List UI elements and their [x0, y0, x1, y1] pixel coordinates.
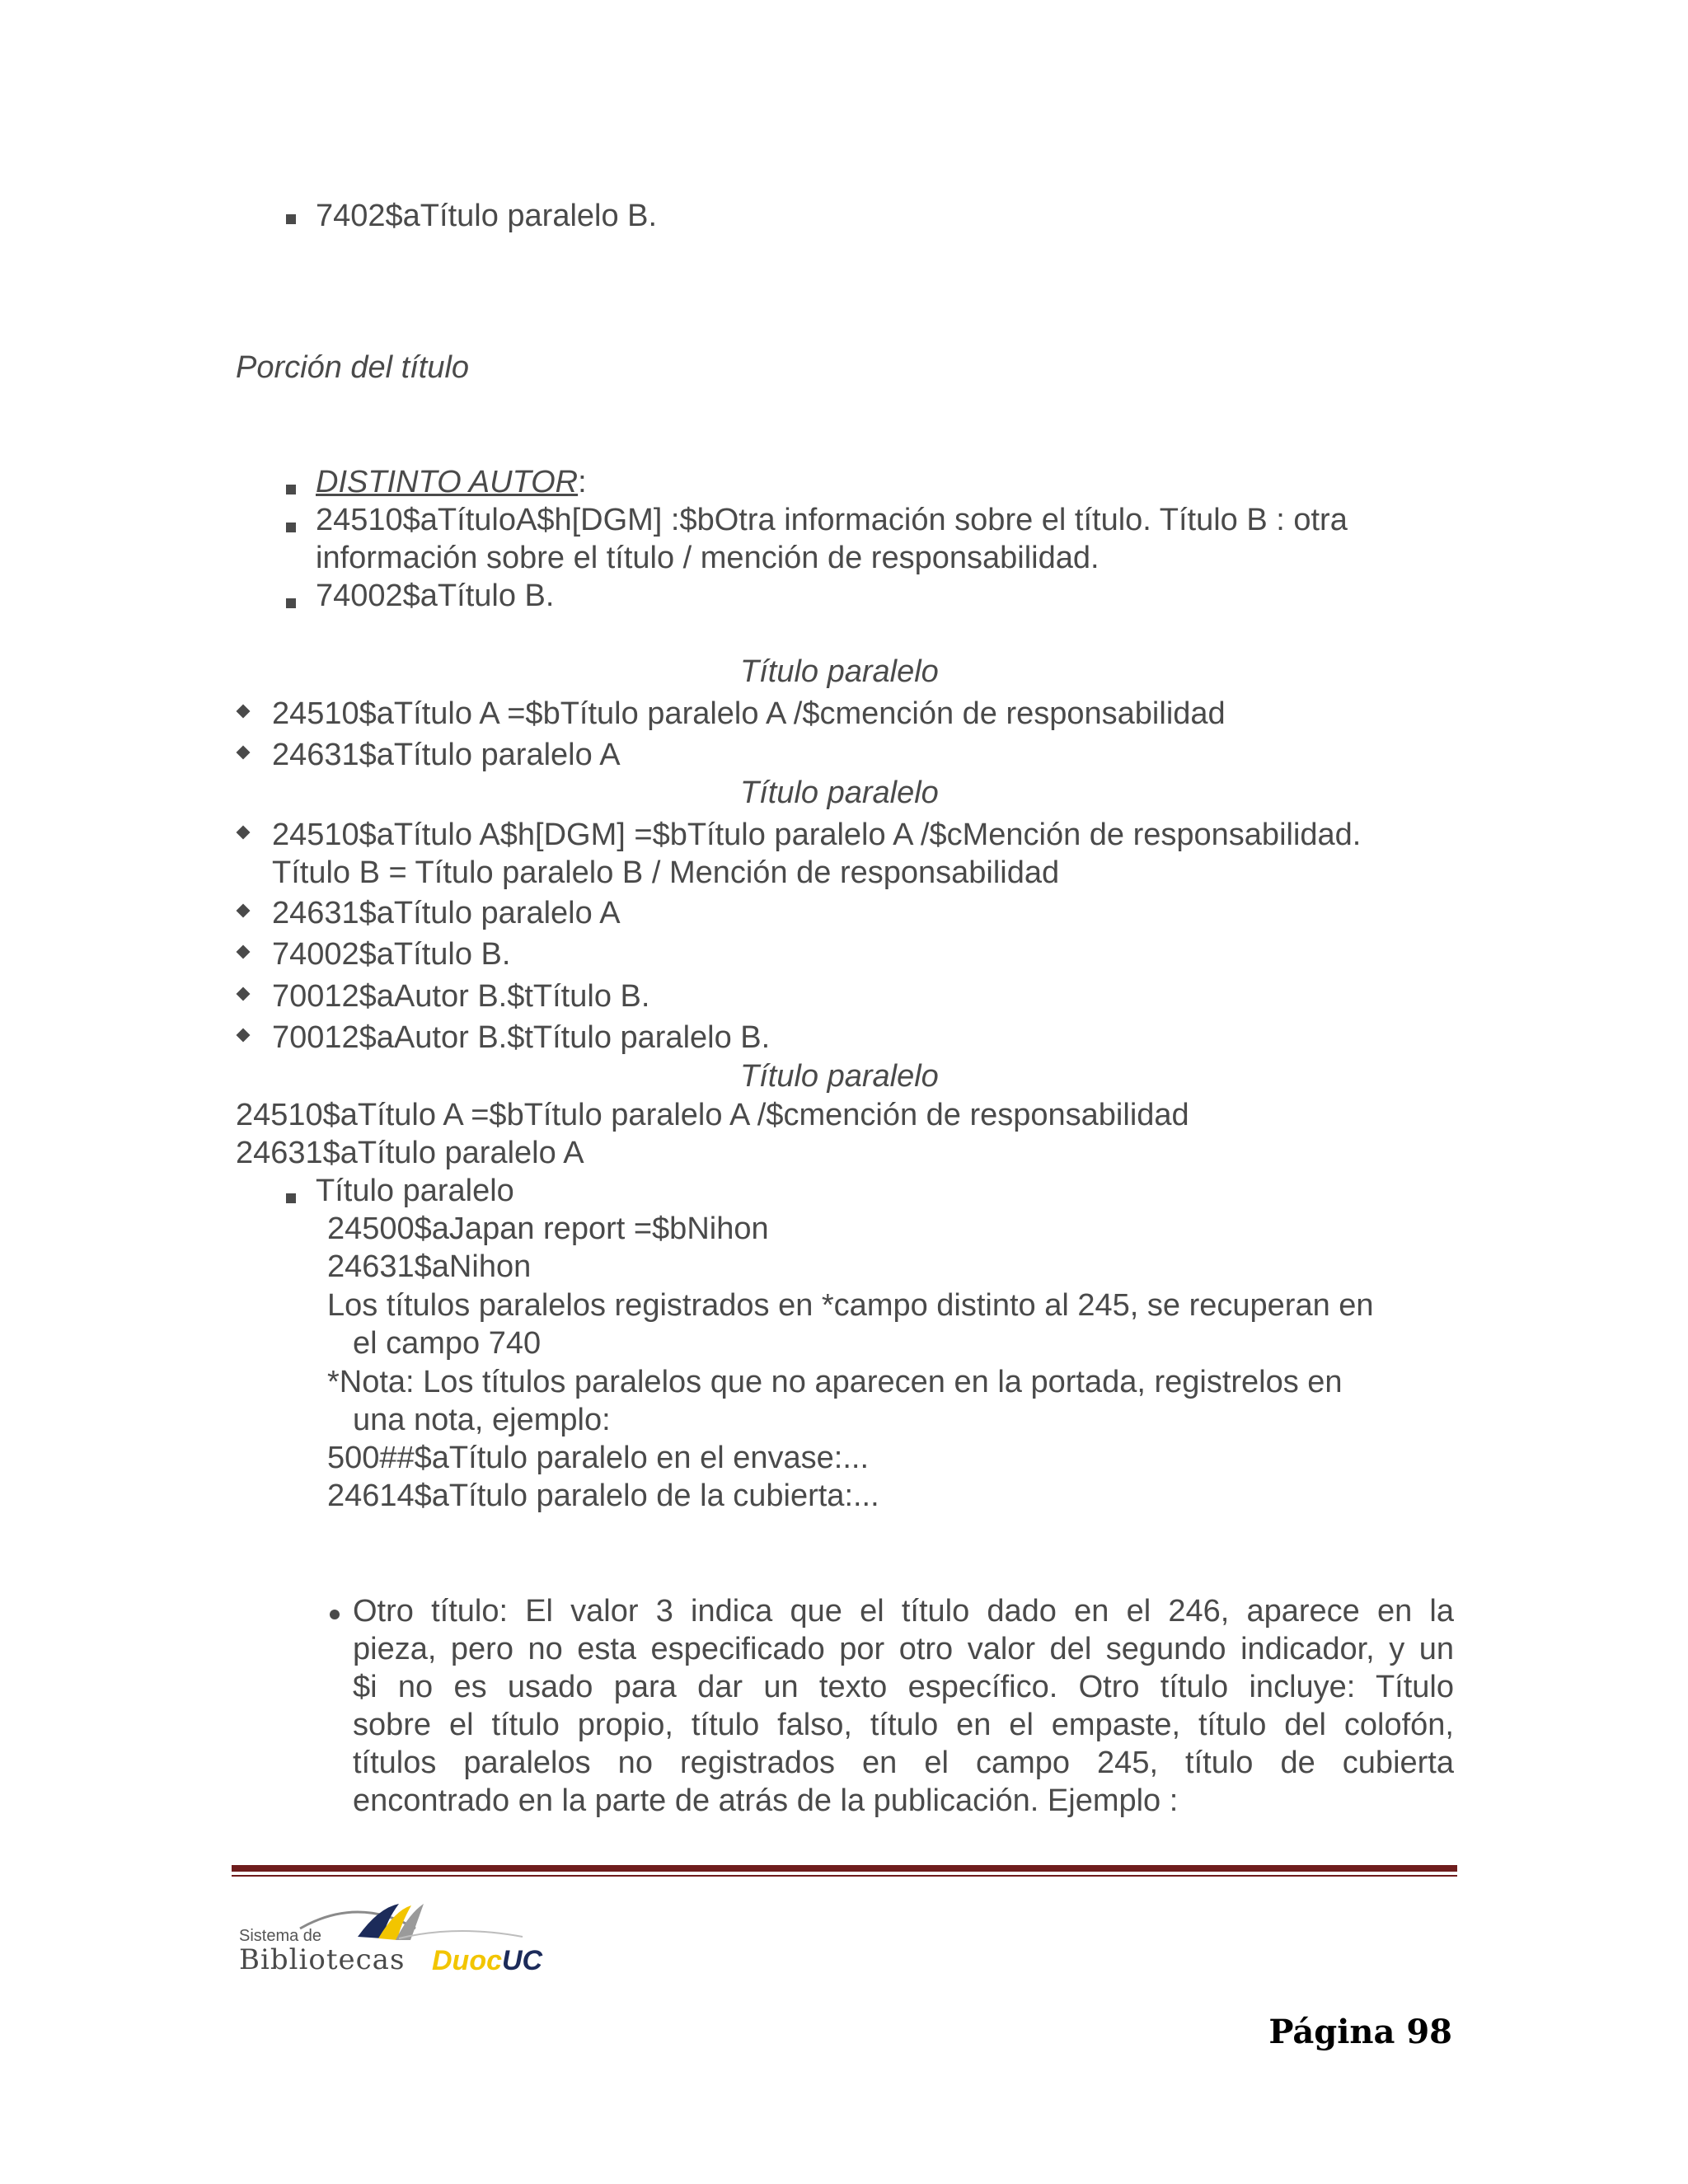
centered-heading: Título paralelo: [740, 776, 939, 810]
list-item: 74002$aTítulo B.: [316, 579, 555, 613]
list-item: [316, 466, 587, 498]
footer-rule-thin: [232, 1875, 1457, 1877]
square-bullet-icon: [286, 485, 296, 494]
text-line: el campo 740: [353, 1326, 542, 1361]
text-line: 24500$aJapan report =$bNihon: [327, 1212, 769, 1246]
centered-heading: Título paralelo: [740, 1059, 939, 1094]
text-line: 24510$aTítulo A =$bTítulo paralelo A /$cmención de responsabilidad: [236, 1098, 1189, 1132]
list-item: 7402$aTítulo paralelo B.: [316, 199, 658, 233]
diamond-bullet-icon: [237, 826, 251, 840]
logo-small-text: Sistema de: [239, 1927, 322, 1945]
page-number: Página 98: [1268, 2013, 1452, 2051]
list-item: Título paralelo: [316, 1174, 514, 1208]
paragraph-line: sobre el título propio, título falso, título en el empaste, título del colofón,: [353, 1708, 1454, 1742]
diamond-bullet-icon: [237, 987, 251, 1001]
diamond-bullet-icon: [237, 1029, 251, 1043]
diamond-bullet-icon: [237, 746, 251, 760]
round-bullet-icon: [330, 1610, 340, 1619]
centered-heading: Título paralelo: [740, 654, 939, 689]
square-bullet-icon: [286, 523, 296, 532]
square-bullet-icon: [286, 598, 296, 608]
text-line: 24614$aTítulo paralelo de la cubierta:...: [327, 1479, 879, 1513]
text-line: 500##$aTítulo paralelo en el envase:...: [327, 1441, 870, 1475]
diamond-bullet-icon: [237, 945, 251, 959]
section-title: Porción del título: [236, 350, 470, 385]
logo-brand-uc: UC: [502, 1945, 543, 1976]
paragraph-line: Otro título: El valor 3 indica que el título dado en el 246, aparece en la: [353, 1594, 1454, 1629]
paragraph-line: pieza, pero no esta especificado por otro valor del segundo indicador, y un: [353, 1632, 1454, 1666]
library-logo: [234, 1879, 580, 1978]
logo-brand-text: [432, 1945, 542, 1977]
list-item: 24631$aTítulo paralelo A: [272, 896, 621, 930]
list-item: 24510$aTítuloA$h[DGM] :$bOtra información sobre el título. Título B : otra: [316, 503, 1348, 537]
paragraph-line: $i no es usado para dar un texto específico. Otro título incluye: Título: [353, 1670, 1454, 1704]
text-line: *Nota: Los títulos paralelos que no aparecen en la portada, registrelos en: [327, 1365, 1343, 1399]
logo-big-text: Bibliotecas: [239, 1943, 406, 1976]
list-item: 70012$aAutor B.$tTítulo B.: [272, 979, 650, 1014]
list-item: 74002$aTítulo B.: [272, 937, 511, 972]
square-bullet-icon: [286, 214, 296, 224]
footer-rule: [232, 1865, 1457, 1872]
list-item-continuation: Título B = Título paralelo B / Mención de responsabilidad: [272, 855, 1060, 890]
text-line: una nota, ejemplo:: [353, 1403, 611, 1437]
text-line: Los títulos paralelos registrados en *campo distinto al 245, se recuperan en: [327, 1288, 1374, 1323]
text-line: 24631$aTítulo paralelo A: [236, 1136, 584, 1170]
list-item-continuation: información sobre el título / mención de responsabilidad.: [316, 541, 1100, 575]
diamond-bullet-icon: [237, 705, 251, 719]
list-item: 70012$aAutor B.$tTítulo paralelo B.: [272, 1020, 771, 1055]
colon-text: :: [578, 465, 587, 499]
distinto-autor-label: DISTINTO AUTOR: [316, 465, 579, 499]
paragraph-line: encontrado en la parte de atrás de la publicación. Ejemplo :: [353, 1783, 1179, 1818]
logo-brand-duoc: Duoc: [432, 1945, 502, 1976]
text-line: 24631$aNihon: [327, 1249, 532, 1284]
square-bullet-icon: [286, 1193, 296, 1203]
list-item: 24510$aTítulo A =$bTítulo paralelo A /$cmención de responsabilidad: [272, 696, 1226, 731]
list-item: 24510$aTítulo A$h[DGM] =$bTítulo paralelo A /$cMención de responsabilidad.: [272, 818, 1362, 852]
list-item: 24631$aTítulo paralelo A: [272, 738, 621, 772]
diamond-bullet-icon: [237, 904, 251, 918]
paragraph-line: títulos paralelos no registrados en el campo 245, título de cubierta: [353, 1746, 1454, 1780]
